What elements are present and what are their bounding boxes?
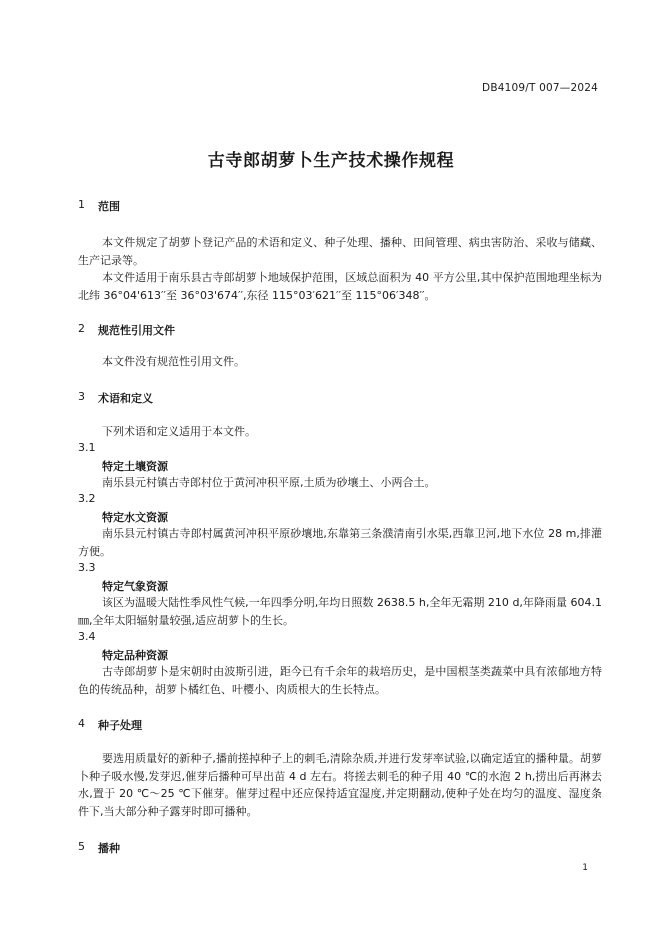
term-number: 3.2: [78, 492, 96, 505]
section-title-sowing: 播种: [98, 842, 120, 855]
section-number: 5: [78, 840, 85, 853]
term-name: 特定品种资源: [102, 649, 168, 662]
term-definition: 南乐县元村镇古寺郎村位于黄河冲积平原,土质为砂壤土、小两合土。: [102, 476, 436, 489]
section-title-terms: 术语和定义: [98, 392, 153, 405]
term-number: 3.1: [78, 441, 96, 454]
paragraph: 本文件没有规范性引用文件。: [102, 355, 245, 368]
term-definition: 古寺郎胡萝卜是宋朝时由波斯引进，距今已有千余年的栽培历史，是中国根茎类蔬菜中具有浓郁地方特色的传统品种，胡萝卜橘红色、叶樱小、肉质根大的生长特点。: [78, 665, 602, 696]
document-code: DB4109/T 007—2024: [482, 82, 598, 94]
term-definition: 该区为温暖大陆性季风性气候,一年四季分明,年均日照数 2638.5 h,全年无霜期 210 d,年降雨量 604.1 ㎜,全年太阳辐射量较强,适应胡萝卜的生长。: [78, 596, 602, 627]
section-number: 4: [78, 717, 85, 730]
section-number: 2: [78, 322, 85, 335]
section-title-scope: 范围: [98, 200, 120, 213]
section-title-seed-treatment: 种子处理: [98, 719, 142, 732]
term-name: 特定水文资源: [102, 511, 168, 524]
paragraph: 要选用质量好的新种子,播前搓掉种子上的刺毛,清除杂质,并进行发芽率试验,以确定适宜的播种量。胡萝卜种子吸水慢,发芽迟,催芽后播种可早出苗 4 d 左右。将搓去刺毛的种子用 40 ℃的水泡 2 h,捞出后再淋去水,置于 20 ℃～25 ℃下催芽。催芽过程中还应保持适宜湿度,并定期翻动,使种子处在均匀的温度、湿度条件下,当大部分种子露芽时即可播种。: [78, 752, 602, 818]
section-number: 1: [78, 198, 85, 211]
section-number: 3: [78, 390, 85, 403]
term-number: 3.4: [78, 630, 96, 643]
term-name: 特定土壤资源: [102, 460, 168, 473]
section-title-normative-references: 规范性引用文件: [98, 324, 175, 337]
page-number: 1: [582, 863, 588, 873]
term-number: 3.3: [78, 561, 96, 574]
term-name: 特定气象资源: [102, 580, 168, 593]
term-definition: 南乐县元村镇古寺郎村属黄河冲积平原砂壤地,东靠第三条濮清南引水渠,西靠卫河,地下水位 28 m,排灌方便。: [78, 527, 602, 558]
document-title: 古寺郎胡萝卜生产技术操作规程: [207, 151, 455, 171]
paragraph: 本文件适用于南乐县古寺郎胡萝卜地域保护范围，区域总面积为 40 平方公里,其中保护范围地理坐标为北纬 36°04'613′′至 36°03'674′′,东径 115°03′621′′至 115°06′348′′。: [78, 271, 602, 302]
paragraph: 下列术语和定义适用于本文件。: [102, 425, 256, 438]
paragraph: 本文件规定了胡萝卜登记产品的术语和定义、种子处理、播种、田间管理、病虫害防治、采收与储藏、生产记录等。: [78, 236, 602, 267]
